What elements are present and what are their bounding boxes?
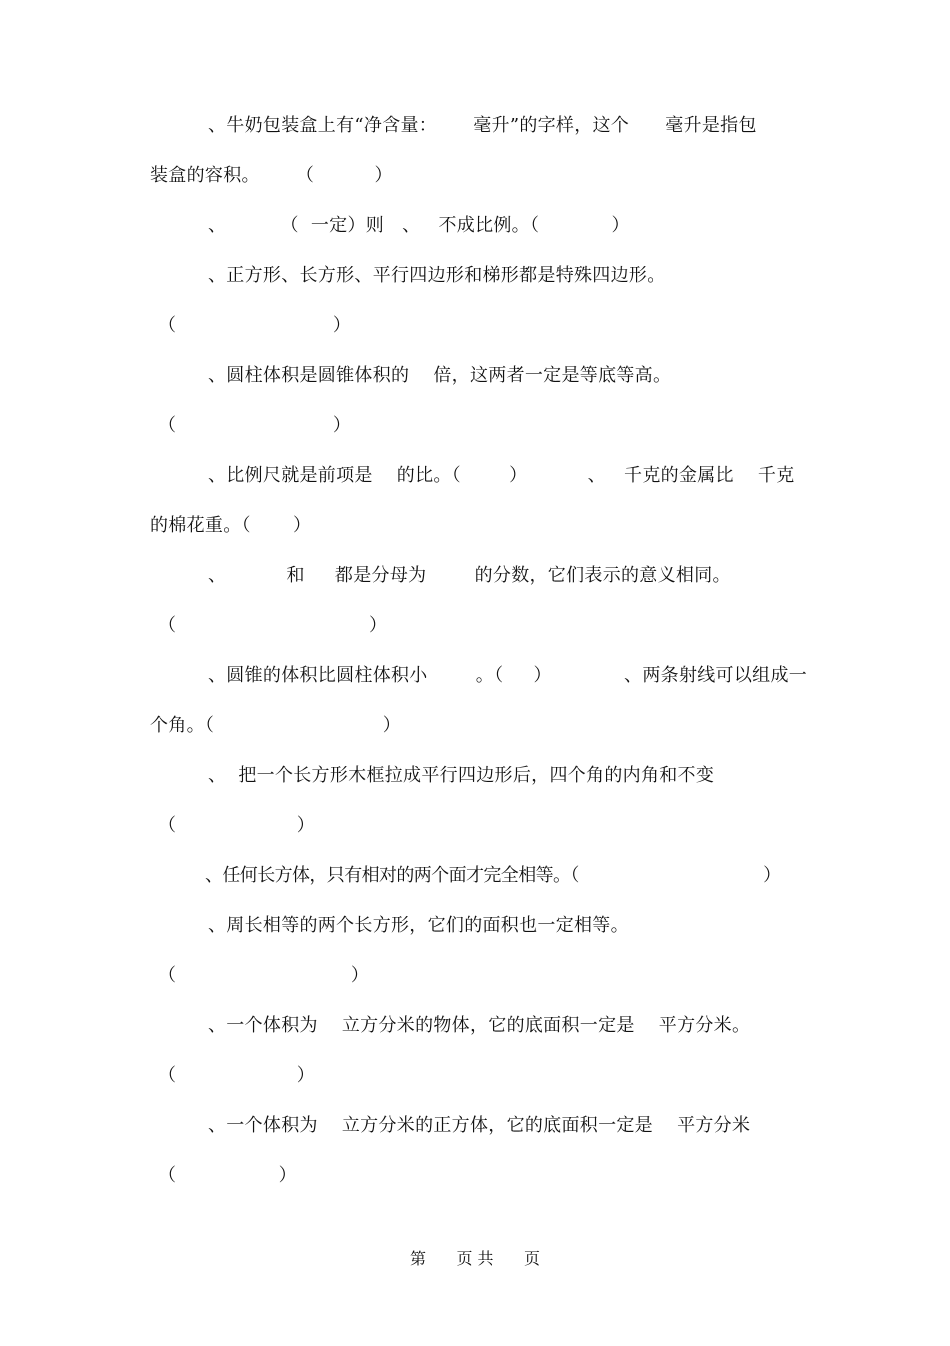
question-line-15: （ ）	[158, 815, 316, 836]
question-line-16: 、任何长方体，只有相对的两个面才完全相等。（ ）	[205, 865, 781, 886]
question-line-18: （ ）	[158, 965, 370, 986]
question-line-17: 、周长相等的两个长方形，它们的面积也一定相等。	[208, 915, 629, 936]
question-line-1: 、牛奶包装盒上有“净含量： 毫升”的字样，这个 毫升是指包	[208, 115, 757, 136]
question-line-7: （ ）	[158, 415, 352, 436]
question-line-13: 个角。（ ）	[150, 715, 402, 736]
question-line-22: （ ）	[158, 1165, 297, 1186]
page-footer: 第 页 共 页	[409, 1249, 541, 1268]
question-line-14: 、 把一个长方形木框拉成平行四边形后，四个角的内角和不变	[208, 765, 715, 786]
question-line-21: 、一个体积为 立方分米的正方体，它的底面积一定是 平方分米	[208, 1115, 751, 1136]
question-line-8: 、比例尺就是前项是 的比。（ ） 、 千克的金属比 千克	[208, 465, 795, 486]
question-line-20: （ ）	[158, 1065, 316, 1086]
question-line-10: 、 和 都是分母为 的分数，它们表示的意义相同。	[208, 565, 731, 586]
question-line-12: 、圆锥的体积比圆柱体积小 。（ ） 、两条射线可以组成一	[208, 665, 808, 686]
question-line-4: 、正方形、长方形、平行四边形和梯形都是特殊四边形。	[208, 265, 666, 286]
question-line-5: （ ）	[158, 315, 352, 336]
question-line-19: 、一个体积为 立方分米的物体，它的底面积一定是 平方分米。	[208, 1015, 751, 1036]
question-line-6: 、圆柱体积是圆锥体积的 倍，这两者一定是等底等高。	[208, 365, 672, 386]
question-line-3: 、 （ 一定）则 、 不成比例。（ ）	[208, 215, 630, 236]
question-line-2: 装盒的容积。 （ ）	[150, 165, 393, 186]
question-line-9: 的棉花重。（ ）	[150, 515, 312, 536]
question-line-11: （ ）	[158, 615, 388, 636]
